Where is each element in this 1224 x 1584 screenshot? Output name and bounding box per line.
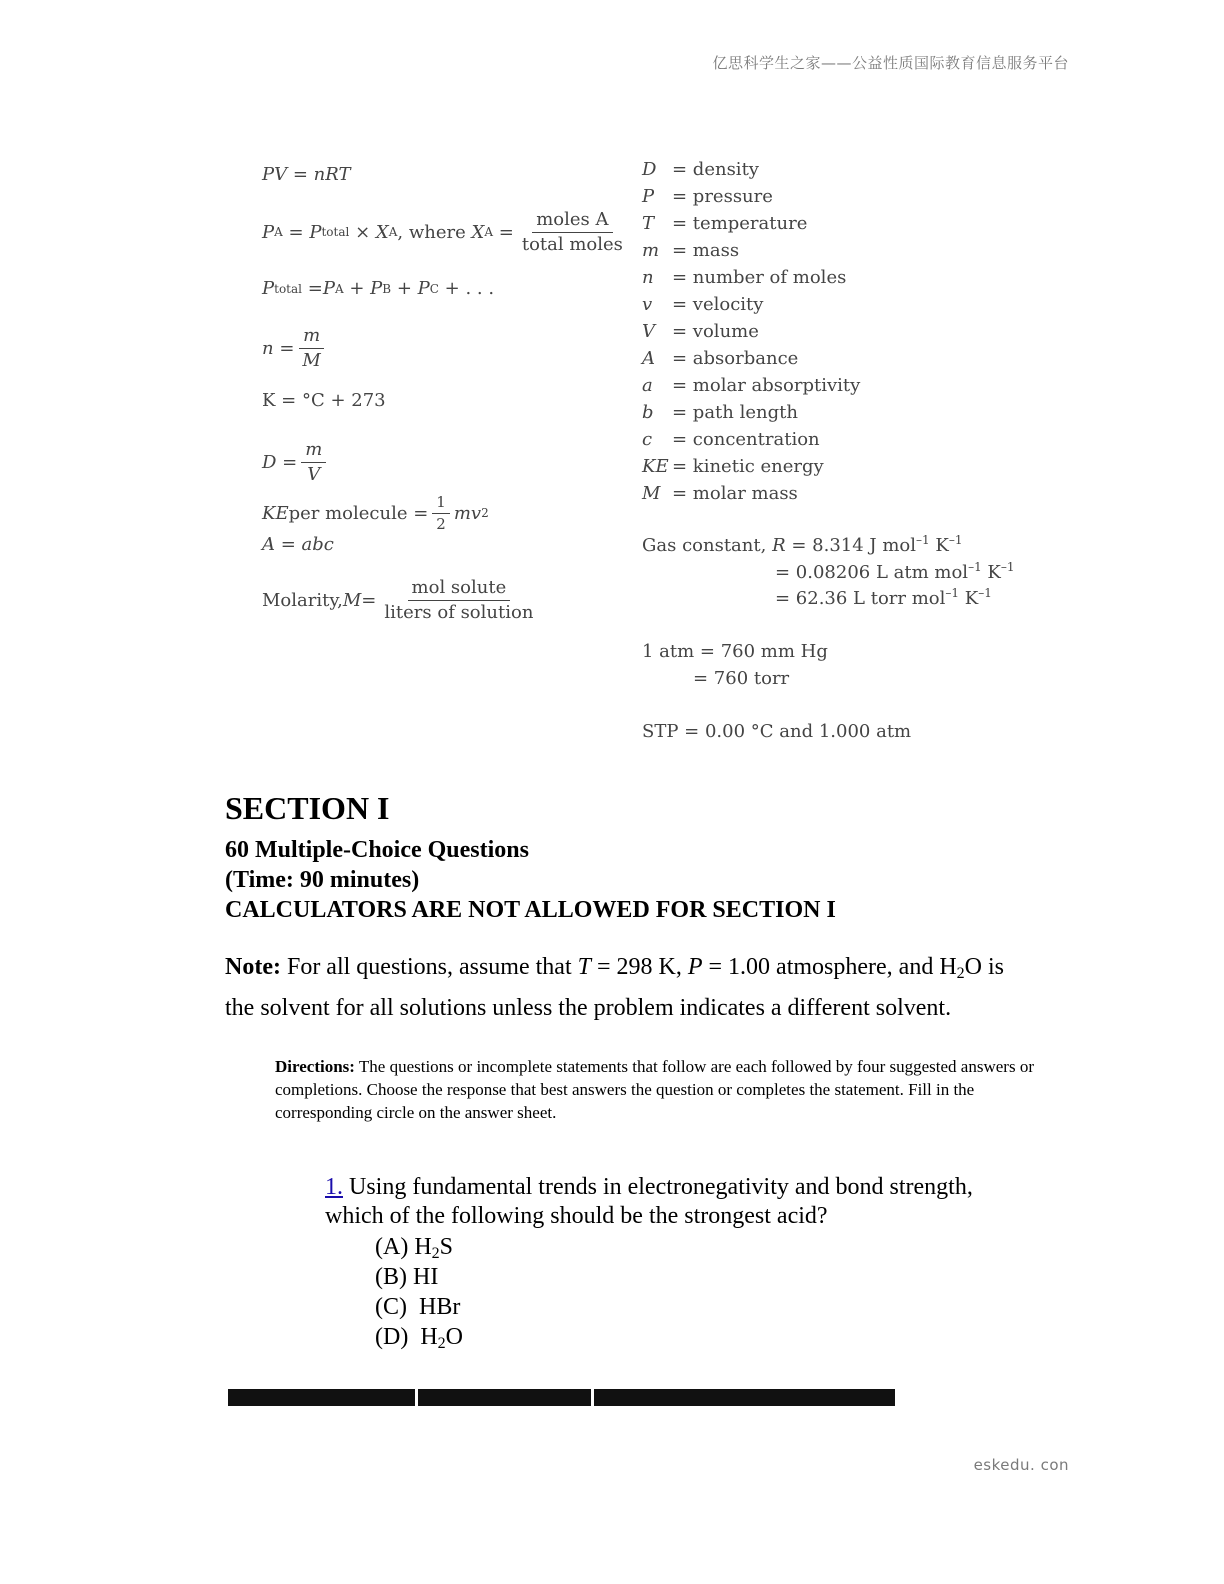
kinetic-energy-formula: KE per molecule = $\frac{1}{2}$ mv 2 [262, 493, 489, 533]
legend-item: n = number of moles [642, 267, 847, 288]
page-footer: eskedu. con [973, 1456, 1069, 1474]
calculator-policy: CALCULATORS ARE NOT ALLOWED FOR SECTION I [225, 897, 836, 923]
legend-item: b = path length [642, 402, 798, 423]
ideal-gas-formula [262, 164, 350, 185]
molarity-formula: Molarity, M = $\frac{\text{mol solute}}{\text{liters of solution}}$ [262, 577, 534, 623]
atm-line-2: = 760 torr [693, 668, 790, 689]
choice-d: (D) $H_2O$ [375, 1324, 463, 1352]
divider-bar-2 [418, 1389, 591, 1406]
directions-paragraph: Directions: The questions or incomplete statements that follow are each followed by four suggested answers or completions. Choose the response that best answers the question or completes the statement. Fill in the corresponding circle on the answer sheet. [275, 1057, 1034, 1122]
note-paragraph: Note: For all questions, assume that T = 298 K, P = 1.00 atmosphere, and $H_2O$ is the solvent for all solutions unless the problem indicates a different solvent. [225, 954, 1011, 1021]
total-pressure-formula: P total = P A + P B + P C + . . . [262, 278, 495, 299]
section-title: SECTION I [225, 790, 390, 826]
mole-fraction: $\frac{\text{moles A}}{\text{total moles}}$ [521, 209, 623, 255]
divider-bar-3 [594, 1389, 895, 1406]
page-header: 亿思科学生之家——公益性质国际教育信息服务平台 [712, 54, 1069, 72]
time-limit: (Time: 90 minutes) [225, 867, 420, 893]
gas-constant-line-1: Gas constant, R = 8.314 J mol$^{-1}$ $K^{-1}$ [642, 533, 963, 556]
symbol-legend [642, 156, 860, 507]
gas-constant-line-3: = 62.36 L torr mol$^{-1}$ $K^{-1}$ [775, 586, 992, 609]
partial-pressure-formula: P A = P total × X A , where X A = $\frac{\text{moles A}}{\text{total moles}}$ [262, 210, 631, 255]
legend-item: c = concentration [642, 429, 820, 450]
choice-b: (B) HI [375, 1264, 439, 1290]
legend-item: KE = kinetic energy [642, 456, 824, 477]
density-formula: D = $\frac{m}{V}$ [262, 440, 330, 485]
stp-line: STP = 0.00 °C and 1.000 atm [642, 721, 912, 742]
divider-bar-1 [228, 1389, 415, 1406]
gas-constant-line-2: = 0.08206 L atm mol$^{-1}$ $K^{-1}$ [775, 560, 1015, 583]
legend-item: v = velocity [642, 294, 764, 315]
beer-law-formula: A = abc [262, 534, 334, 555]
question-count: 60 Multiple-Choice Questions [225, 837, 529, 863]
legend-item: M = molar mass [642, 483, 798, 504]
legend-item: P = pressure [642, 186, 773, 207]
legend-item: T = temperature [642, 213, 808, 234]
question-1: 1. Using fundamental trends in electronegativity and bond strength, which of the following should be the strongest acid? [325, 1174, 973, 1229]
answer-choices [375, 1232, 463, 1352]
choice-c: (C) HBr [375, 1294, 461, 1320]
legend-item: D = density [642, 159, 759, 180]
choice-a: (A) $H_2S$ [375, 1234, 454, 1262]
legend-item: A = absorbance [642, 348, 799, 369]
legend-item: m = mass [642, 240, 740, 261]
ideal-gas-text: PV = nRT [262, 164, 351, 185]
question-number-link[interactable]: 1. [325, 1174, 343, 1200]
atm-line-1: 1 atm = 760 mm Hg [642, 641, 828, 662]
kelvin-formula: K = °C + 273 [262, 390, 386, 411]
legend-item: V = volume [642, 321, 759, 342]
moles-formula: n = $\frac{m}{M}$ [262, 326, 329, 371]
legend-item: a = molar absorptivity [642, 375, 861, 396]
